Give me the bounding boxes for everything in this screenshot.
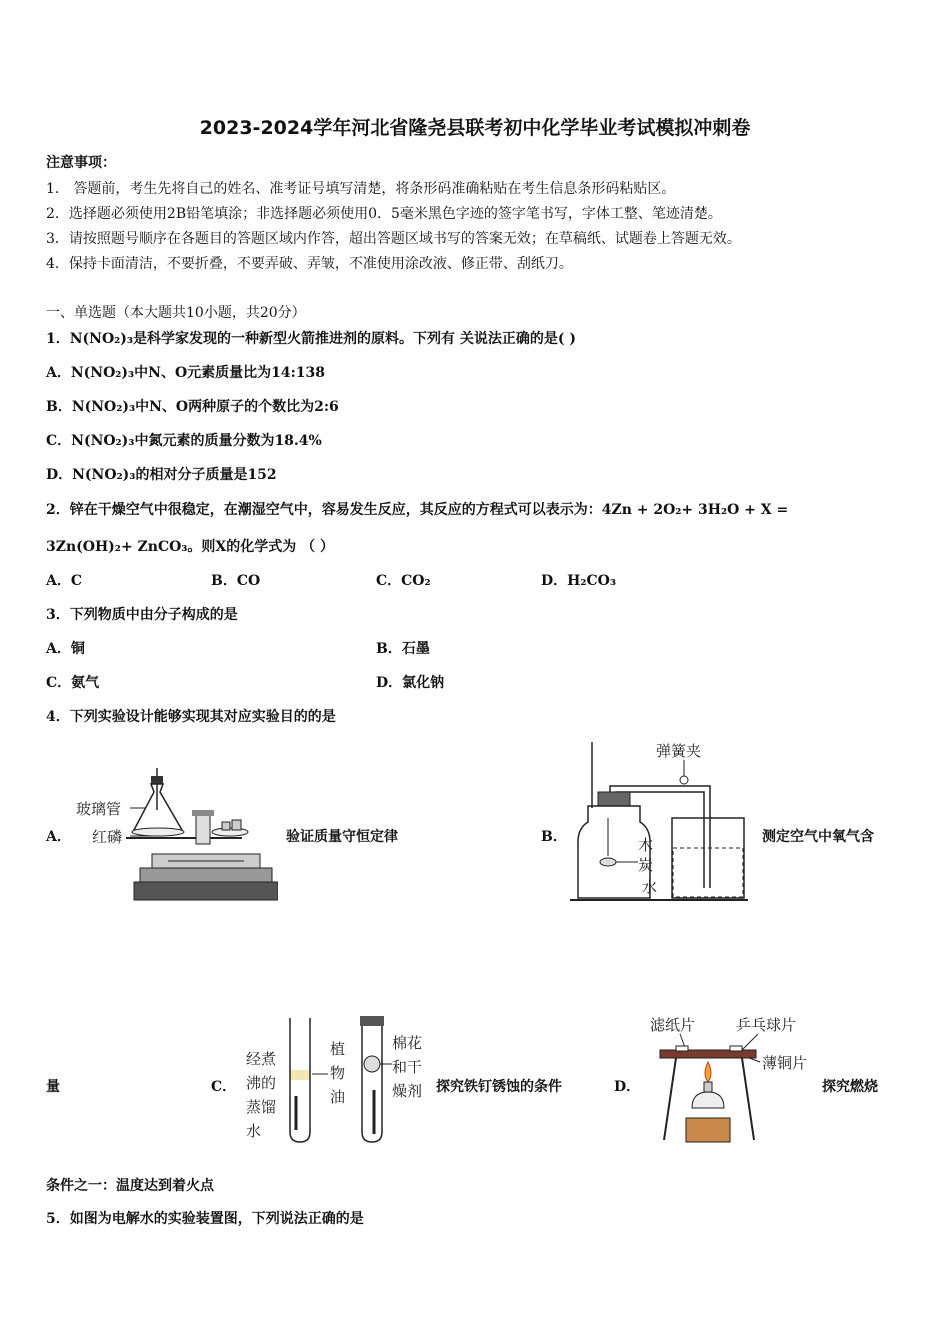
q4-d-caption-cont: 条件之一：温度达到着火点: [46, 1178, 214, 1194]
iron-nail-rust-figure: [240, 1014, 436, 1146]
red-phosphorus-label: 红磷: [92, 828, 123, 846]
q1-option-a: A．N(NO₂)₃中N、O元素质量比为14:138: [46, 365, 326, 381]
q3-option-a: A．铜: [46, 641, 85, 657]
boiled-water-label-1: 经煮: [246, 1050, 277, 1068]
q1-option-c: C．N(NO₂)₃中氮元素的质量分数为18.4%: [46, 433, 322, 449]
q4-stem: 4．下列实验设计能够实现其对应实验目的的是: [46, 709, 336, 725]
q2-option-a: A．C: [46, 573, 83, 589]
q1-option-b: B．N(NO₂)₃中N、O两种原子的个数比为2:6: [46, 399, 339, 415]
filter-paper-label: 滤纸片: [650, 1016, 696, 1034]
q4-d-caption: 探究燃烧: [822, 1079, 878, 1095]
page-title: 2023-2024学年河北省隆尧县联考初中化学毕业考试模拟冲刺卷: [199, 117, 751, 139]
plant-oil-label-1: 植: [330, 1040, 346, 1058]
q3-option-c: C．氨气: [46, 675, 100, 691]
charcoal-label-2: 炭: [638, 856, 654, 874]
charcoal-label-1: 木: [638, 836, 654, 854]
balance-phosphorus-figure: [72, 762, 278, 904]
q2-option-b: B．CO: [211, 573, 261, 589]
q4-c-letter: C．: [211, 1079, 237, 1095]
q3-option-b: B．石墨: [376, 641, 430, 657]
copper-sheet-label: 薄铜片: [762, 1054, 808, 1072]
q4-a-letter: A．: [46, 829, 71, 845]
q4-b-letter: B．: [541, 829, 567, 845]
q4-d-letter: D．: [614, 1079, 641, 1095]
cotton-desiccant-label-3: 燥剂: [392, 1082, 423, 1100]
q4-b-caption-cont: 量: [46, 1079, 60, 1095]
q4-c-caption: 探究铁钉锈蚀的条件: [436, 1079, 562, 1095]
q4-b-caption: 测定空气中氧气含: [762, 829, 874, 845]
q2-option-d: D．H₂CO₃: [541, 573, 616, 589]
q2-option-c: C．CO₂: [376, 573, 431, 589]
notice-heading: 注意事项：: [46, 155, 116, 171]
water-label: 水: [642, 878, 658, 896]
plant-oil-label-3: 油: [330, 1088, 346, 1106]
notice-item-2: 2．选择题必须使用2B铅笔填涂；非选择题必须使用0．5毫米黑色字迹的签字笔书写，字体工整、笔迹清楚。: [46, 206, 722, 222]
q3-option-d: D．氯化钠: [376, 675, 445, 691]
ping-pong-label: 乒乓球片: [736, 1016, 797, 1034]
q1-stem: 1．N(NO₂)₃是科学家发现的一种新型火箭推进剂的原料。下列有 关说法正确的是( ): [46, 331, 577, 347]
boiled-water-label-2: 沸的: [246, 1074, 277, 1092]
boiled-water-label-3: 蒸馏: [246, 1098, 277, 1116]
q1-option-d: D．N(NO₂)₃的相对分子质量是152: [46, 467, 277, 483]
q2-stem-line1: 2．锌在干燥空气中很稳定，在潮湿空气中，容易发生反应，其反应的方程式可以表示为：4Zn + 2O₂+ 3H₂O + X =: [46, 502, 789, 518]
section-heading: 一、单选题（本大题共10小题，共20分）: [46, 305, 306, 321]
oxygen-content-figure: [568, 738, 750, 906]
q5-stem: 5．如图为电解水的实验装置图，下列说法正确的是: [46, 1211, 364, 1227]
q4-a-caption: 验证质量守恒定律: [286, 829, 398, 845]
cotton-desiccant-label-2: 和干: [392, 1058, 423, 1076]
glass-tube-label: 玻璃管: [76, 800, 122, 818]
q2-stem-line2: 3Zn(OH)₂+ ZnCO₃。则X的化学式为 （ ）: [46, 539, 335, 555]
notice-item-1: 1． 答题前，考生先将自己的姓名、准考证号填写清楚，将条形码准确粘贴在考生信息条形码粘贴区。: [46, 181, 676, 197]
q3-stem: 3．下列物质中由分子构成的是: [46, 607, 238, 623]
plant-oil-label-2: 物: [330, 1064, 346, 1082]
combustion-figure: [646, 1012, 818, 1148]
spring-clamp-label: 弹簧夹: [656, 742, 702, 760]
cotton-desiccant-label-1: 棉花: [392, 1034, 423, 1052]
notice-item-4: 4．保持卡面清洁，不要折叠，不要弄破、弄皱，不准使用涂改液、修正带、刮纸刀。: [46, 256, 573, 272]
notice-item-3: 3．请按照题号顺序在各题目的答题区域内作答，超出答题区域书写的答案无效；在草稿纸、试题卷上答题无效。: [46, 231, 741, 247]
boiled-water-label-4: 水: [246, 1122, 262, 1140]
